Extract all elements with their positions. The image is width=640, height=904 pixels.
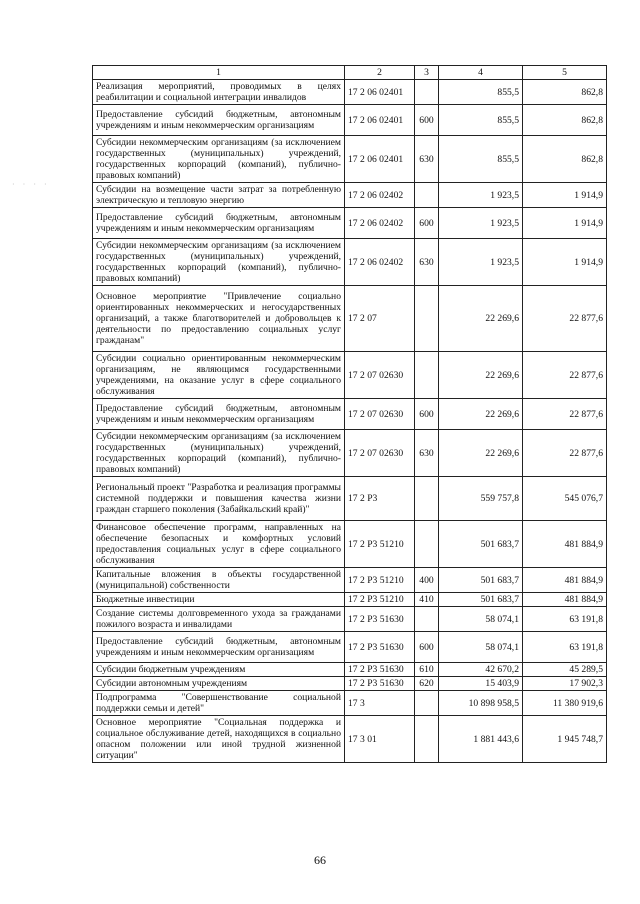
row-name-cell: Создание системы долговременного ухода за гражданами пожилого возраста и инвалидами (93, 607, 345, 632)
row-vr-cell: 630 (415, 239, 439, 286)
row-code-cell: 17 2 06 02402 (345, 208, 415, 239)
row-value-year2-cell: 45 289,5 (523, 663, 607, 677)
table-row (93, 430, 607, 477)
row-vr-cell (415, 183, 439, 208)
table-row (93, 352, 607, 399)
row-value-year2-cell: 17 902,3 (523, 677, 607, 691)
row-name-cell: Предоставление субсидий бюджетным, автономным учреждениям и иным некоммерческим организациям (93, 105, 345, 136)
table-row (93, 677, 607, 691)
header-cell-code: 2 (345, 66, 415, 80)
row-value-year1-cell: 22 269,6 (439, 430, 523, 477)
row-code-cell: 17 3 01 (345, 716, 415, 763)
row-vr-cell: 610 (415, 663, 439, 677)
row-vr-cell: 400 (415, 568, 439, 593)
row-vr-cell: 600 (415, 632, 439, 663)
row-name-cell: Субсидии некоммерческим организациям (за исключением государственных (муниципальных) учреждений, государственных корпораций (компаний), публично-правовых компаний) (93, 136, 345, 183)
row-code-cell: 17 2 06 02401 (345, 80, 415, 105)
row-name-cell: Финансовое обеспечение программ, направленных на обеспечение безопасных и комфортных условий предоставления социальных услуг в сфере социального обслуживания (93, 521, 345, 568)
row-vr-cell (415, 691, 439, 716)
row-name-cell: Субсидии на возмещение части затрат за потребленную электрическую и тепловую энергию (93, 183, 345, 208)
row-name-cell: Подпрограмма "Совершенствование социальной поддержки семьи и детей" (93, 691, 345, 716)
row-name-cell: Предоставление субсидий бюджетным, автономным учреждениям и иным некоммерческим организациям (93, 208, 345, 239)
row-value-year2-cell: 545 076,7 (523, 477, 607, 521)
row-code-cell: 17 2 07 02630 (345, 430, 415, 477)
row-vr-cell: 630 (415, 430, 439, 477)
row-vr-cell (415, 80, 439, 105)
table-row (93, 286, 607, 352)
row-code-cell: 17 2 P3 51210 (345, 568, 415, 593)
table-row (93, 477, 607, 521)
row-value-year1-cell: 1 923,5 (439, 208, 523, 239)
row-value-year1-cell: 501 683,7 (439, 521, 523, 568)
row-name-cell: Реализация мероприятий, проводимых в целях реабилитации и социальной интеграции инвалидов (93, 80, 345, 105)
table-row (93, 399, 607, 430)
row-name-cell: Региональный проект "Разработка и реализация программы системной поддержки и повышения качества жизни граждан старшего поколения (Забайкальский край)" (93, 477, 345, 521)
row-value-year2-cell: 1 914,9 (523, 183, 607, 208)
row-vr-cell (415, 477, 439, 521)
row-value-year1-cell: 1 923,5 (439, 183, 523, 208)
table-header-row (93, 66, 607, 80)
row-vr-cell (415, 607, 439, 632)
row-value-year1-cell: 22 269,6 (439, 352, 523, 399)
row-value-year1-cell: 10 898 958,5 (439, 691, 523, 716)
row-value-year1-cell: 1 881 443,6 (439, 716, 523, 763)
table-row (93, 632, 607, 663)
row-vr-cell: 600 (415, 208, 439, 239)
row-code-cell: 17 2 P3 51630 (345, 607, 415, 632)
row-value-year2-cell: 1 945 748,7 (523, 716, 607, 763)
row-value-year1-cell: 501 683,7 (439, 568, 523, 593)
row-value-year2-cell: 22 877,6 (523, 399, 607, 430)
row-code-cell: 17 3 (345, 691, 415, 716)
row-name-cell: Предоставление субсидий бюджетным, автономным учреждениям и иным некоммерческим организациям (93, 399, 345, 430)
row-value-year1-cell: 58 074,1 (439, 607, 523, 632)
row-value-year1-cell: 15 403,9 (439, 677, 523, 691)
row-value-year1-cell: 22 269,6 (439, 286, 523, 352)
table-row (93, 607, 607, 632)
table-row (93, 80, 607, 105)
row-name-cell: Капитальные вложения в объекты государственной (муниципальной) собственности (93, 568, 345, 593)
row-vr-cell: 600 (415, 399, 439, 430)
table-row (93, 136, 607, 183)
row-vr-cell (415, 286, 439, 352)
budget-sheet (92, 65, 607, 763)
row-value-year2-cell: 481 884,9 (523, 521, 607, 568)
table-row (93, 568, 607, 593)
table-row (93, 208, 607, 239)
row-code-cell: 17 2 P3 51630 (345, 677, 415, 691)
row-name-cell: Субсидии автономным учреждениям (93, 677, 345, 691)
row-vr-cell (415, 716, 439, 763)
row-name-cell: Предоставление субсидий бюджетным, автономным учреждениям и иным некоммерческим организациям (93, 632, 345, 663)
row-name-cell: Основное мероприятие "Привлечение социально ориентированных некоммерческих и негосударственных организаций, а также благотворителей и добровольцев к деятельности по предоставлению социальных услуг гражданам" (93, 286, 345, 352)
table-row (93, 239, 607, 286)
table-row (93, 716, 607, 763)
row-value-year1-cell: 22 269,6 (439, 399, 523, 430)
row-value-year2-cell: 11 380 919,6 (523, 691, 607, 716)
row-value-year1-cell: 501 683,7 (439, 593, 523, 607)
row-code-cell: 17 2 07 02630 (345, 352, 415, 399)
header-cell-vr: 3 (415, 66, 439, 80)
row-name-cell: Основное мероприятие "Социальная поддержка и социальное обслуживание детей, находящихся в социально опасном положении или иной трудной жизненной ситуации" (93, 716, 345, 763)
row-value-year1-cell: 58 074,1 (439, 632, 523, 663)
row-name-cell: Субсидии социально ориентированным некоммерческим организациям, не являющимся государственными учреждениями, на оказание услуг в сфере социального обслуживания (93, 352, 345, 399)
header-cell-year2: 5 (523, 66, 607, 80)
row-name-cell: Бюджетные инвестиции (93, 593, 345, 607)
row-name-cell: Субсидии некоммерческим организациям (за исключением государственных (муниципальных) учреждений, государственных корпораций (компаний), публично-правовых компаний) (93, 239, 345, 286)
row-value-year1-cell: 42 670,2 (439, 663, 523, 677)
scan-edge-mark: · · · · (12, 180, 50, 189)
row-code-cell: 17 2 P3 (345, 477, 415, 521)
row-value-year2-cell: 22 877,6 (523, 352, 607, 399)
row-value-year1-cell: 855,5 (439, 136, 523, 183)
table-row (93, 691, 607, 716)
row-code-cell: 17 2 06 02401 (345, 105, 415, 136)
row-value-year2-cell: 22 877,6 (523, 430, 607, 477)
row-vr-cell (415, 352, 439, 399)
row-value-year2-cell: 22 877,6 (523, 286, 607, 352)
table-row (93, 105, 607, 136)
table-row (93, 663, 607, 677)
row-value-year1-cell: 855,5 (439, 105, 523, 136)
row-code-cell: 17 2 P3 51630 (345, 632, 415, 663)
page-number: 66 (314, 853, 326, 867)
row-value-year2-cell: 1 914,9 (523, 239, 607, 286)
row-value-year2-cell: 481 884,9 (523, 593, 607, 607)
row-code-cell: 17 2 P3 51210 (345, 521, 415, 568)
row-vr-cell (415, 521, 439, 568)
row-code-cell: 17 2 06 02402 (345, 239, 415, 286)
row-value-year2-cell: 862,8 (523, 136, 607, 183)
row-vr-cell: 410 (415, 593, 439, 607)
row-vr-cell: 630 (415, 136, 439, 183)
row-value-year1-cell: 559 757,8 (439, 477, 523, 521)
row-value-year1-cell: 1 923,5 (439, 239, 523, 286)
row-value-year2-cell: 1 914,9 (523, 208, 607, 239)
row-code-cell: 17 2 06 02402 (345, 183, 415, 208)
row-value-year2-cell: 481 884,9 (523, 568, 607, 593)
row-value-year2-cell: 862,8 (523, 105, 607, 136)
row-name-cell: Субсидии некоммерческим организациям (за исключением государственных (муниципальных) учреждений, государственных корпораций (компаний), публично-правовых компаний) (93, 430, 345, 477)
table-row (93, 183, 607, 208)
header-cell-year1: 4 (439, 66, 523, 80)
row-code-cell: 17 2 06 02401 (345, 136, 415, 183)
budget-table (92, 65, 607, 763)
table-row (93, 521, 607, 568)
table-row (93, 593, 607, 607)
row-code-cell: 17 2 P3 51210 (345, 593, 415, 607)
row-code-cell: 17 2 07 02630 (345, 399, 415, 430)
row-value-year1-cell: 855,5 (439, 80, 523, 105)
header-cell-name: 1 (93, 66, 345, 80)
row-value-year2-cell: 862,8 (523, 80, 607, 105)
row-code-cell: 17 2 07 (345, 286, 415, 352)
row-value-year2-cell: 63 191,8 (523, 632, 607, 663)
row-name-cell: Субсидии бюджетным учреждениям (93, 663, 345, 677)
row-code-cell: 17 2 P3 51630 (345, 663, 415, 677)
row-vr-cell: 620 (415, 677, 439, 691)
row-value-year2-cell: 63 191,8 (523, 607, 607, 632)
row-vr-cell: 600 (415, 105, 439, 136)
